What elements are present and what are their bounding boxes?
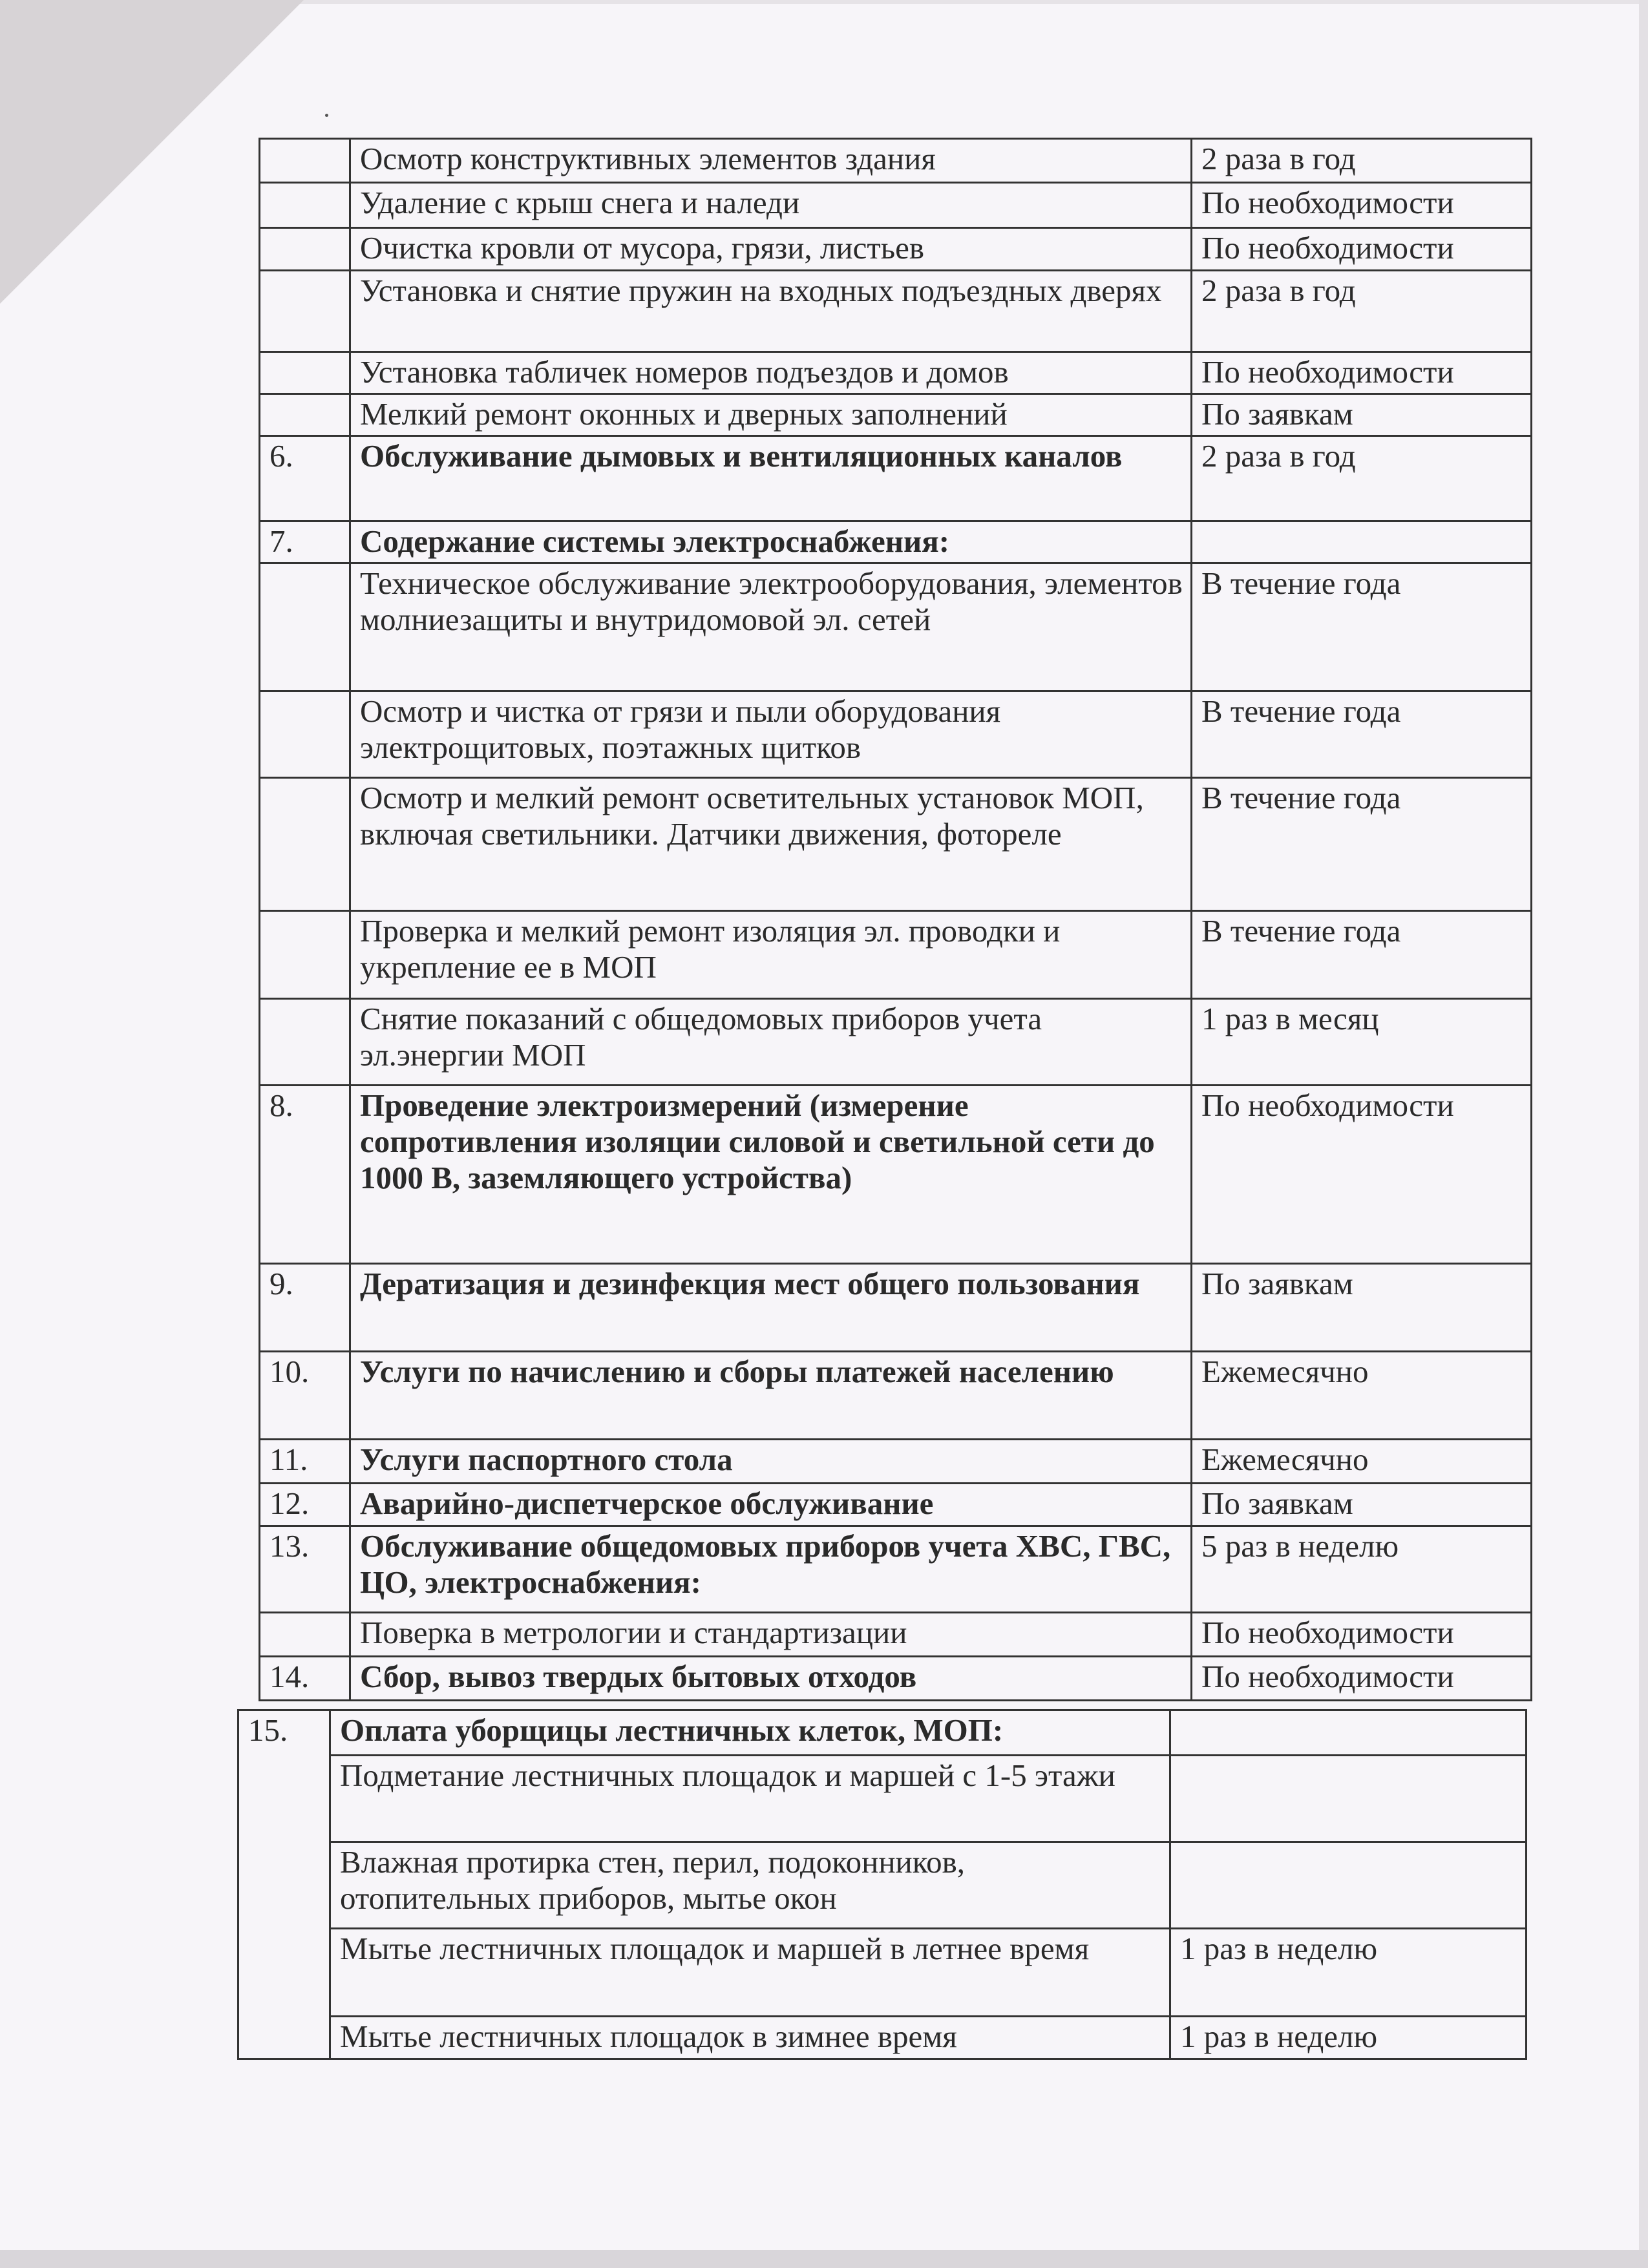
service-frequency: Ежемесячно — [1192, 1440, 1532, 1484]
table-row — [260, 1613, 1532, 1657]
service-frequency: 1 раз в неделю — [1170, 2017, 1527, 2059]
service-name: Содержание системы электроснабжения: — [350, 521, 1192, 563]
service-name: Техническое обслуживание электрооборудования, элементов молниезащиты и внутридомовой эл. сетей — [350, 563, 1192, 691]
service-frequency: 5 раз в неделю — [1192, 1526, 1532, 1613]
service-frequency: В течение года — [1192, 778, 1532, 911]
service-frequency: По необходимости — [1192, 1613, 1532, 1657]
table-row — [260, 691, 1532, 778]
service-frequency — [1170, 1756, 1527, 1842]
service-frequency: В течение года — [1192, 911, 1532, 999]
service-name: Обслуживание общедомовых приборов учета ХВС, ГВС, ЦО, электроснабжения: — [350, 1526, 1192, 1613]
scan-bottom-edge — [0, 2250, 1648, 2268]
service-name: Обслуживание дымовых и вентиляционных каналов — [350, 436, 1192, 521]
service-name: Дератизация и дезинфекция мест общего пользования — [350, 1264, 1192, 1352]
service-name: Влажная протирка стен, перил, подоконников, отопительных приборов, мытье окон — [330, 1842, 1170, 1929]
row-number — [260, 778, 350, 911]
service-name: Мелкий ремонт оконных и дверных заполнений — [350, 394, 1192, 436]
row-number: 13. — [260, 1526, 350, 1613]
table-row — [260, 1526, 1532, 1613]
table-row — [260, 183, 1532, 228]
row-number — [260, 691, 350, 778]
service-name: Проведение электроизмерений (измерение сопротивления изоляции силовой и светильной сети до 1000 В, заземляющего устройства) — [350, 1086, 1192, 1264]
table-row — [238, 1710, 1527, 1756]
row-number: 14. — [260, 1657, 350, 1701]
table-row — [238, 2017, 1527, 2059]
service-name: Удаление с крыш снега и наледи — [350, 183, 1192, 228]
service-name: Осмотр и чистка от грязи и пыли оборудования электрощитовых, поэтажных щитков — [350, 691, 1192, 778]
service-name: Аварийно-диспетчерское обслуживание — [350, 1484, 1192, 1526]
table-row — [260, 1657, 1532, 1701]
table-row — [260, 394, 1532, 436]
service-frequency: 1 раз в неделю — [1170, 1929, 1527, 2017]
service-name: Сбор, вывоз твердых бытовых отходов — [350, 1657, 1192, 1701]
row-number — [260, 183, 350, 228]
service-name: Подметание лестничных площадок и маршей с 1-5 этажи — [330, 1756, 1170, 1842]
table-row — [238, 1929, 1527, 2017]
table-row — [260, 139, 1532, 183]
service-frequency: По необходимости — [1192, 183, 1532, 228]
row-number: 6. — [260, 436, 350, 521]
table-row — [238, 1842, 1527, 1929]
row-number: 10. — [260, 1352, 350, 1440]
service-name: Осмотр и мелкий ремонт осветительных установок МОП, включая светильники. Датчики движения, фотореле — [350, 778, 1192, 911]
service-frequency: По заявкам — [1192, 1264, 1532, 1352]
table-row — [260, 1086, 1532, 1264]
table-row — [238, 1756, 1527, 1842]
table-row — [260, 1440, 1532, 1484]
row-number: 7. — [260, 521, 350, 563]
service-frequency: По необходимости — [1192, 228, 1532, 271]
table-row — [260, 352, 1532, 394]
service-name: Очистка кровли от мусора, грязи, листьев — [350, 228, 1192, 271]
service-frequency: По необходимости — [1192, 352, 1532, 394]
service-frequency: По необходимости — [1192, 1657, 1532, 1701]
service-name: Оплата уборщицы лестничных клеток, МОП: — [330, 1710, 1170, 1756]
table-row — [260, 436, 1532, 521]
row-number — [260, 394, 350, 436]
service-frequency: В течение года — [1192, 563, 1532, 691]
row-number — [260, 911, 350, 999]
row-number — [260, 139, 350, 183]
table-row — [260, 999, 1532, 1086]
service-frequency: По необходимости — [1192, 1086, 1532, 1264]
service-name: Мытье лестничных площадок в зимнее время — [330, 2017, 1170, 2059]
table-row — [260, 1264, 1532, 1352]
service-frequency: 2 раза в год — [1192, 139, 1532, 183]
table-row — [260, 521, 1532, 563]
service-frequency — [1170, 1842, 1527, 1929]
service-frequency: 2 раза в год — [1192, 436, 1532, 521]
row-number — [260, 999, 350, 1086]
row-number — [260, 228, 350, 271]
service-name: Мытье лестничных площадок и маршей в летнее время — [330, 1929, 1170, 2017]
service-name: Поверка в метрологии и стандартизации — [350, 1613, 1192, 1657]
row-number — [260, 271, 350, 352]
service-frequency: 2 раза в год — [1192, 271, 1532, 352]
service-name: Услуги паспортного стола — [350, 1440, 1192, 1484]
table-row — [260, 228, 1532, 271]
services-table-section-15 — [237, 1709, 1527, 2060]
table-row — [260, 563, 1532, 691]
table-row — [260, 778, 1532, 911]
service-name: Установка табличек номеров подъездов и домов — [350, 352, 1192, 394]
row-number — [260, 352, 350, 394]
services-table-upper — [259, 138, 1532, 1701]
service-name: Снятие показаний с общедомовых приборов учета эл.энергии МОП — [350, 999, 1192, 1086]
row-number — [260, 1613, 350, 1657]
table-row — [260, 271, 1532, 352]
service-frequency — [1192, 521, 1532, 563]
service-name: Установка и снятие пружин на входных подъездных дверях — [350, 271, 1192, 352]
row-number: 11. — [260, 1440, 350, 1484]
row-number: 12. — [260, 1484, 350, 1526]
row-number: 8. — [260, 1086, 350, 1264]
service-frequency: По заявкам — [1192, 1484, 1532, 1526]
service-frequency: В течение года — [1192, 691, 1532, 778]
table-row — [260, 1352, 1532, 1440]
table-row — [260, 1484, 1532, 1526]
service-name: Осмотр конструктивных элементов здания — [350, 139, 1192, 183]
service-frequency: По заявкам — [1192, 394, 1532, 436]
service-name: Проверка и мелкий ремонт изоляция эл. проводки и укрепление ее в МОП — [350, 911, 1192, 999]
service-frequency: Ежемесячно — [1192, 1352, 1532, 1440]
row-number — [260, 563, 350, 691]
row-number: 15. — [238, 1710, 330, 2059]
row-number: 9. — [260, 1264, 350, 1352]
scan-speck — [325, 114, 328, 117]
scan-right-edge — [1639, 0, 1648, 2268]
service-frequency: 1 раз в месяц — [1192, 999, 1532, 1086]
service-name: Услуги по начислению и сборы платежей населению — [350, 1352, 1192, 1440]
table-row — [260, 911, 1532, 999]
service-frequency — [1170, 1710, 1527, 1756]
